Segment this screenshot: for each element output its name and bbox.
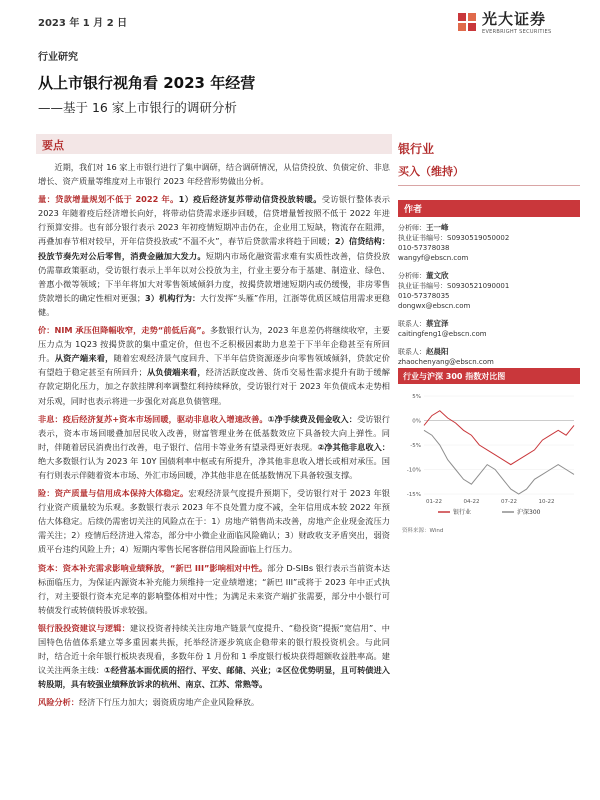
risk-analysis-paragraph: 风险分析：经济下行压力加大；弱资质房地产企业风险释放。 bbox=[38, 697, 260, 708]
risk-quality-paragraph: 险：资产质量与信用成本保持大体稳定。宏观经济景气度提升预期下，受访银行对于 2023 年银行业资产质量较为乐观。多数银行表示 2023 年不良处置力度不减，全年信用成本较 2022 年预估大体稳定。后续仍需密切关注的风险点在于：1）房地产销售尚未改善，房地产企业现金流压力需关注；2）疫情后经济进入常态，部分中小微企业面临风险确认；3）财政收支矛盾突出，弱资质平台违约风险上升；4）短期内零售长尾客群信用风险面临上行压力。 bbox=[38, 488, 390, 555]
contact-name: 蔡宜泽 bbox=[426, 319, 449, 328]
sidebar bbox=[398, 140, 580, 367]
divider bbox=[398, 185, 580, 186]
rating-label: 买入（维持） bbox=[398, 165, 464, 178]
report-title: 从上市银行视角看 2023 年经营 bbox=[38, 74, 256, 92]
price-paragraph: 价：NIM 承压但降幅收窄，走势“前低后高”。多数银行认为，2023 年息差仍将继续收窄，主要压力点为 1Q23 按揭贷款的集中重定价，但也不乏积极因素助力息差于下半年企稳甚至有所回升。从资产端来看，随着宏观经济景气度回升、下半年信贷资源逐步向零售领域倾斜，贷款定价有望趋于稳定甚至有所回升；从负债端来看，经济活跃度改善、货币交易性需求提升有助于缓解存款定期化压力，加之存款挂牌利率调整红利持续释放，受访银行对于 2023 年负债成本走势相对乐观，同时也表示将进一步强化对高息负债管理。 bbox=[38, 325, 390, 406]
chart-header bbox=[398, 368, 580, 384]
logo-name: 光大证券 bbox=[482, 10, 547, 28]
key-points-header bbox=[36, 134, 392, 154]
investment-paragraph: 银行股投资建议与逻辑：建议投资者持续关注房地产链景气度提升、“稳投资”提振“宽信用”、中国特色估值体系建立等多重因素共振，托举经济逐步筑底企稳带来的银行股投资机会。与此同时，结合近十余年银行板块表现看，多数年份 1 月份和 1 季度银行板块获得超额收益胜率高。建议关注两条主线：①经营基本面优质的招行、平安、邮储、兴业；②区位优势明显，且可转债进入转股期，具有较强业绩释放诉求的杭州、南京、江苏、常熟等。 bbox=[38, 622, 390, 690]
legend-label: 银行业 bbox=[453, 509, 472, 516]
legend-label: 沪深300 bbox=[517, 509, 541, 516]
analyst-email[interactable]: wangyf@ebscn.com bbox=[398, 254, 469, 262]
key-points-label: 要点 bbox=[42, 139, 64, 152]
author-header: 作者 bbox=[398, 200, 580, 217]
report-category: 行业研究 bbox=[38, 52, 78, 63]
contact-email[interactable]: zhaochenyang@ebscn.com bbox=[398, 358, 494, 366]
series-line-1 bbox=[424, 430, 574, 494]
analyst-entry: 分析师：王一峰 执业证书编号：S0930519050002 010-57378038 wangyf@ebscn.com 分析师：董文欣 执业证书编号：S0930521090001 010-57378035 dongwx@ebscn.com 联系人：蔡宜泽 caitingfeng1@ebscn.com 联系人：赵晨阳 zhaochenyang@ebscn.com bbox=[398, 223, 580, 367]
analyst-name: 董文欣 bbox=[426, 271, 449, 280]
analyst-name: 王一峰 bbox=[426, 223, 449, 232]
industry-label: 银行业 bbox=[398, 142, 435, 156]
report-date: 2023 年 1 月 2 日 bbox=[38, 18, 128, 29]
volume-paragraph: 量：贷款增量规划不低于 2022 年。1）疫后经济复苏带动信贷投放转暖。受访银行整体表示 2023 年随着疫后经济增长向好，将带动信贷需求逐步回暖，信贷增量暂按照不低于 2022 年进行预算安排。也有部分银行表示 2023 年初疫情短期冲击仍在，企业用工短缺，物流存在阻滞，再叠加春节相对较早，开年信贷投放或“不温不火”，春节后贷款需求将趋于回暖；2）信贷结构：投放节奏先对公后零售，消费金融加大发力。短期内市场化融资需求难有实质性改善，信贷投放仍需靠政策驱动，受访银行表示上半年以对公投放为主，行业主要分布于基建、制造业、绿色、普惠小微等领域；下半年将加大对零售领域倾斜力度，按揭贷款增速短期内或仍缓慢，非房零售贷款增长的确定性相对更强；3）机构行为：大行发挥“头雁”作用，江浙等优质区域信用需求更稳健。 bbox=[38, 194, 390, 317]
non-interest-paragraph: 非息：疫后经济复苏+资本市场回暖，驱动非息收入增速改善。①净手续费及佣金收入：受访银行表示，资本市场回暖叠加居民收入改善，财富管理业务在低基数效应下具备较大向上弹性。同时，伴随着居民消费出行改善，电子银行、信用卡等业务有望录得更好表现。②净其他非息收入：绝大多数银行认为 2023 年 10Y 国债利率中枢或有所提升，净其他非息收入增长或相对承压。国有行则表示伴随着资本市场、外汇市场回暖，净其他非息在低基数情况下具备较强支撑。 bbox=[38, 413, 390, 480]
x-tick-label: 07-22 bbox=[501, 499, 517, 505]
report-body bbox=[38, 160, 390, 713]
chart-source: 资料来源：Wind bbox=[402, 528, 444, 534]
contact-name: 赵晨阳 bbox=[426, 347, 449, 356]
capital-paragraph: 资本：资本补充需求影响业绩释放，“新巴 III”影响相对中性。部分 D-SIBs 银行表示当前资本达标面临压力，为保证内源资本补充能力须维持一定业绩增速；“新巴 III”或将于 2023 年中正式执行，对主要银行资本充足率的影响整体相对中性；为满足未来资产端扩张需要，部分中小银行可转债发行或转债转股诉求较强。 bbox=[38, 562, 390, 615]
report-subtitle: ——基于 16 家上市银行的调研分析 bbox=[38, 100, 237, 115]
x-tick-label: 04-22 bbox=[463, 499, 480, 505]
analyst-email[interactable]: dongwx@ebscn.com bbox=[398, 302, 471, 310]
contact-email[interactable]: caitingfeng1@ebscn.com bbox=[398, 330, 487, 338]
logo-english-name: EVERBRIGHT SECURITIES bbox=[482, 29, 552, 35]
y-tick-label: -10% bbox=[406, 467, 421, 474]
comparison-chart bbox=[398, 386, 580, 538]
intro-paragraph: 近期，我们对 16 家上市银行进行了集中调研，结合调研情况，从信贷投放、负债定价、非息增长、资产质量等维度对上市银行 2023 年经营形势做出分析。 bbox=[38, 162, 390, 187]
chart-title: 行业与沪深 300 指数对比图 bbox=[403, 372, 506, 381]
everbright-logo-icon bbox=[456, 11, 478, 33]
y-tick-label: -15% bbox=[406, 492, 421, 498]
x-tick-label: 10-22 bbox=[538, 499, 555, 505]
logo bbox=[456, 8, 551, 35]
y-tick-label: 5% bbox=[412, 394, 421, 400]
y-tick-label: 0% bbox=[412, 418, 421, 425]
y-tick-label: -5% bbox=[410, 443, 421, 449]
x-tick-label: 01-22 bbox=[426, 499, 442, 505]
